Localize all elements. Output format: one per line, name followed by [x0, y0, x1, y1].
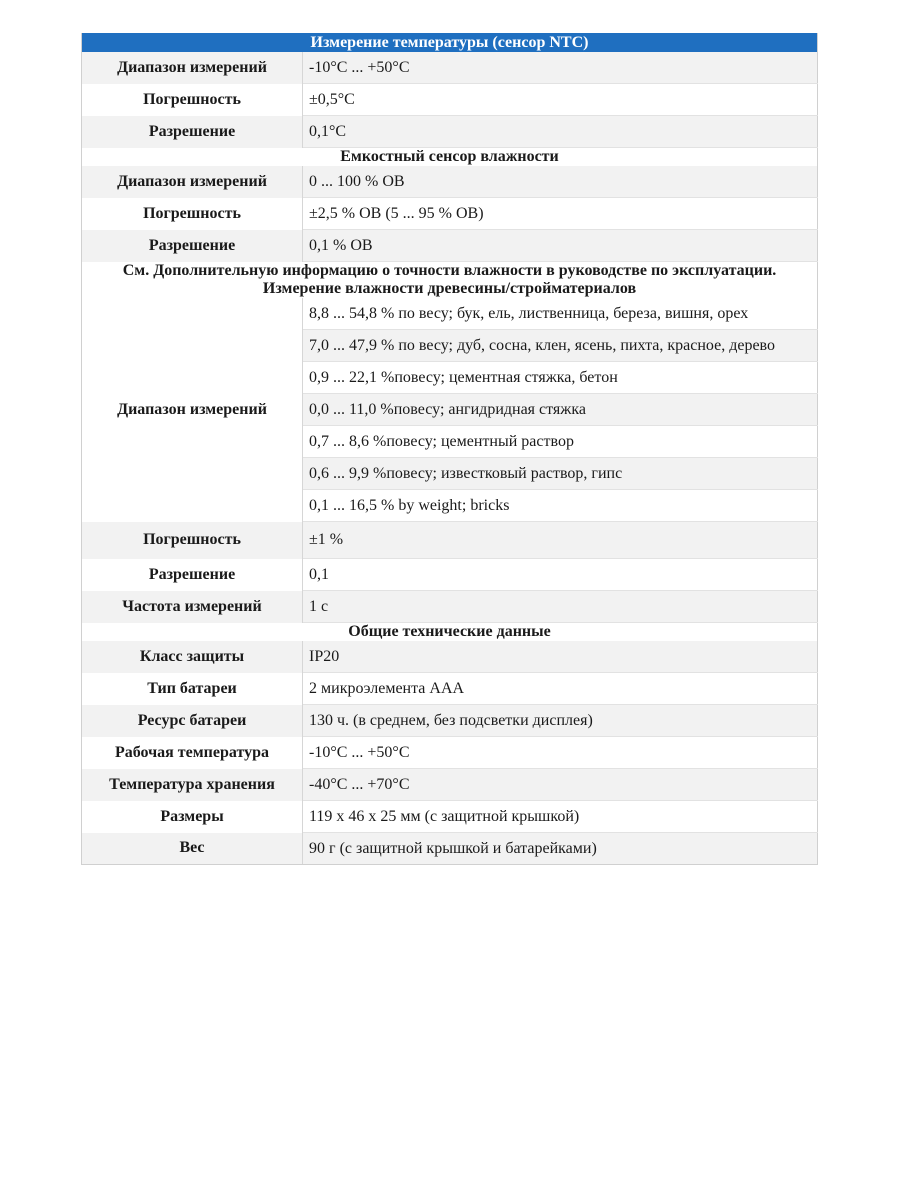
note-row	[82, 262, 818, 281]
wood-range-value: 0,1 ... 16,5 % by weight; bricks	[303, 490, 818, 522]
table-row	[82, 737, 818, 769]
spec-value: 0 ... 100 % ОВ	[303, 166, 818, 198]
table-row	[82, 52, 818, 84]
spec-value: 0,1°C	[303, 116, 818, 148]
spec-value: 0,1 % ОВ	[303, 230, 818, 262]
table-row	[82, 522, 818, 559]
spec-label: Диапазон измерений	[82, 298, 303, 522]
table-row	[82, 230, 818, 262]
table-row	[82, 298, 818, 330]
spec-label: Тип батареи	[82, 673, 303, 705]
spec-value: -10°C ... +50°C	[303, 737, 818, 769]
table-row	[82, 116, 818, 148]
table-row	[82, 641, 818, 673]
table-title-row	[82, 33, 818, 52]
table-row	[82, 591, 818, 623]
section-header-row	[82, 623, 818, 642]
spec-value: 2 микроэлемента AAA	[303, 673, 818, 705]
table-row	[82, 166, 818, 198]
spec-value: 119 x 46 x 25 мм (с защитной крышкой)	[303, 801, 818, 833]
spec-value: ±0,5°C	[303, 84, 818, 116]
spec-value: 90 г (с защитной крышкой и батарейками)	[303, 833, 818, 865]
spec-label: Разрешение	[82, 559, 303, 591]
spec-value: -40°C ... +70°C	[303, 769, 818, 801]
spec-table	[81, 33, 818, 865]
wood-range-value: 0,0 ... 11,0 %повесу; ангидридная стяжка	[303, 394, 818, 426]
spec-label: Погрешность	[82, 84, 303, 116]
spec-label: Размеры	[82, 801, 303, 833]
spec-label: Ресурс батареи	[82, 705, 303, 737]
section-header: Общие технические данные	[82, 623, 818, 642]
spec-label: Вес	[82, 833, 303, 865]
spec-label: Частота измерений	[82, 591, 303, 623]
table-row	[82, 198, 818, 230]
section-header: Емкостный сенсор влажности	[82, 148, 818, 167]
wood-range-value: 0,7 ... 8,6 %повесу; цементный раствор	[303, 426, 818, 458]
table-row	[82, 673, 818, 705]
table-row	[82, 769, 818, 801]
wood-range-value: 8,8 ... 54,8 % по весу; бук, ель, лиственница, береза, вишня, орех	[303, 298, 818, 330]
wood-range-value: 0,9 ... 22,1 %повесу; цементная стяжка, бетон	[303, 362, 818, 394]
wood-range-value: 0,6 ... 9,9 %повесу; известковый раствор, гипс	[303, 458, 818, 490]
spec-value: 0,1	[303, 559, 818, 591]
table-row	[82, 833, 818, 865]
table-title: Измерение температуры (сенсор NTC)	[82, 33, 818, 52]
spec-label: Класс защиты	[82, 641, 303, 673]
spec-value: IP20	[303, 641, 818, 673]
table-row	[82, 84, 818, 116]
spec-label: Диапазон измерений	[82, 166, 303, 198]
section-header: Измерение влажности древесины/стройматериалов	[82, 280, 818, 298]
spec-label: Разрешение	[82, 116, 303, 148]
spec-value: ±1 %	[303, 522, 818, 559]
table-row	[82, 801, 818, 833]
spec-label: Погрешность	[82, 198, 303, 230]
spec-label: Рабочая температура	[82, 737, 303, 769]
spec-label: Погрешность	[82, 522, 303, 559]
table-row	[82, 705, 818, 737]
spec-label: Разрешение	[82, 230, 303, 262]
section-header-row	[82, 280, 818, 298]
spec-value: ±2,5 % ОВ (5 ... 95 % ОВ)	[303, 198, 818, 230]
spec-value: 1 с	[303, 591, 818, 623]
spec-label: Температура хранения	[82, 769, 303, 801]
table-row	[82, 559, 818, 591]
spec-value: -10°C ... +50°C	[303, 52, 818, 84]
spec-value: 130 ч. (в среднем, без подсветки дисплея)	[303, 705, 818, 737]
wood-range-value: 7,0 ... 47,9 % по весу; дуб, сосна, клен, ясень, пихта, красное, дерево	[303, 330, 818, 362]
spec-label: Диапазон измерений	[82, 52, 303, 84]
section-header-row	[82, 148, 818, 167]
humidity-note: См. Дополнительную информацию о точности влажности в руководстве по эксплуатации.	[82, 262, 818, 281]
